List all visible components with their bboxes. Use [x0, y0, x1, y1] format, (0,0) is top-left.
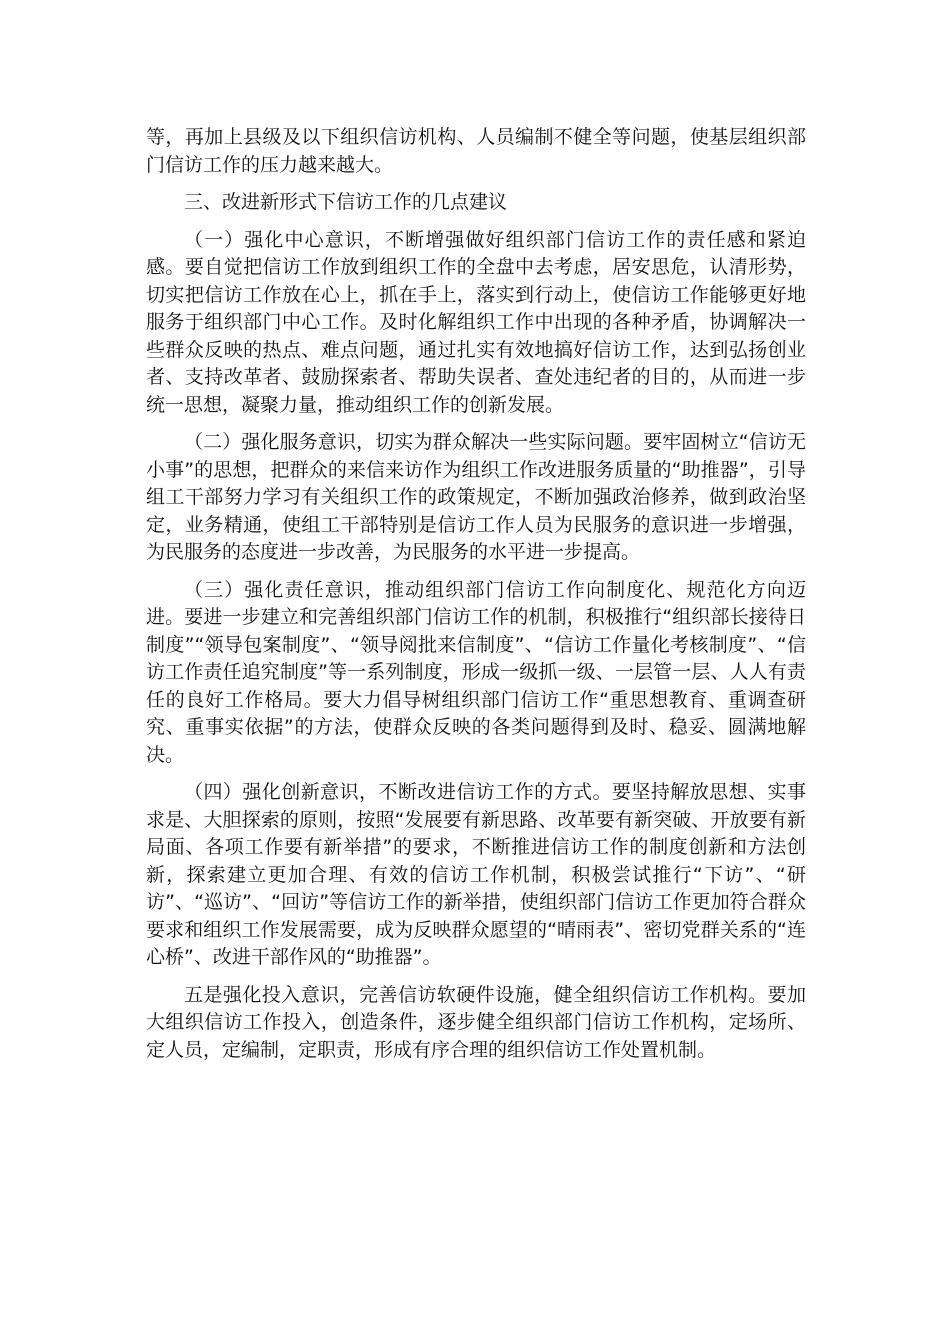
- paragraph-point-5: 五是强化投入意识，完善信访软硬件设施，健全组织信访工作机构。要加大组织信访工作投入，创造条件，逐步健全组织部门信访工作机构，定场所、定人员，定编制，定职责，形成有序合理的组织信访工作处置机制。: [146, 983, 806, 1061]
- paragraph-point-3: （三）强化责任意识，推动组织部门信访工作向制度化、规范化方向迈进。要进一步建立和完善组织部门信访工作的机制，积极推行“组织部长接待日制度”“领导包案制度”、“领导阅批来信制度”、“信访工作量化考核制度”、“信访工作责任追究制度”等一系列制度，形成一级抓一级、一层管一层、人人有责任的良好工作格局。要大力倡导树组织部门信访工作“重思想教育、重调查研究、重事实依据”的方法，使群众反映的各类问题得到及时、稳妥、圆满地解决。: [146, 578, 806, 766]
- paragraph-continuation: 等，再加上县级及以下组织信访机构、人员编制不健全等问题，使基层组织部门信访工作的压力越来越大。: [146, 126, 806, 176]
- paragraph-point-4: （四）强化创新意识，不断改进信访工作的方式。要坚持解放思想、实事求是、大胆探索的原则，按照“发展要有新思路、改革要有新突破、开放要有新局面、各项工作要有新举措”的要求，不断推进信访工作的制度创新和方法创新，探索建立更加合理、有效的信访工作机制，积极尝试推行“下访”、“研访”、“巡访”、“回访”等信访工作的新举措，使组织部门信访工作更加符合群众要求和组织工作发展需要，成为反映群众愿望的“晴雨表”、密切党群关系的“连心桥”、改进干部作风的“助推器”。: [146, 781, 806, 968]
- document-page: [146, 124, 806, 1074]
- paragraph-point-2: （二）强化服务意识，切实为群众解决一些实际问题。要牢固树立“信访无小事”的思想，把群众的来信来访作为组织工作改进服务质量的“助推器”，引导组工干部努力学习有关组织工作的政策规定，不断加强政治修养，做到政治坚定，业务精通，使组工干部特别是信访工作人员为民服务的意识进一步增强，为民服务的态度进一步改善，为民服务的水平进一步提高。: [146, 431, 806, 563]
- section-heading: 三、改进新形式下信访工作的几点建议: [184, 191, 508, 213]
- paragraph-point-1: （一）强化中心意识，不断增强做好组织部门信访工作的责任感和紧迫感。要自觉把信访工作放到组织工作的全盘中去考虑，居安思危，认清形势，切实把信访工作放在心上，抓在手上，落实到行动上，使信访工作能够更好地服务于组织部门中心工作。及时化解组织工作中出现的各种矛盾，协调解决一些群众反映的热点、难点问题，通过扎实有效地搞好信访工作，达到弘扬创业者、支持改革者、鼓励探索者、帮助失误者、查处违纪者的目的，从而进一步统一思想，凝聚力量，推动组织工作的创新发展。: [146, 228, 806, 416]
